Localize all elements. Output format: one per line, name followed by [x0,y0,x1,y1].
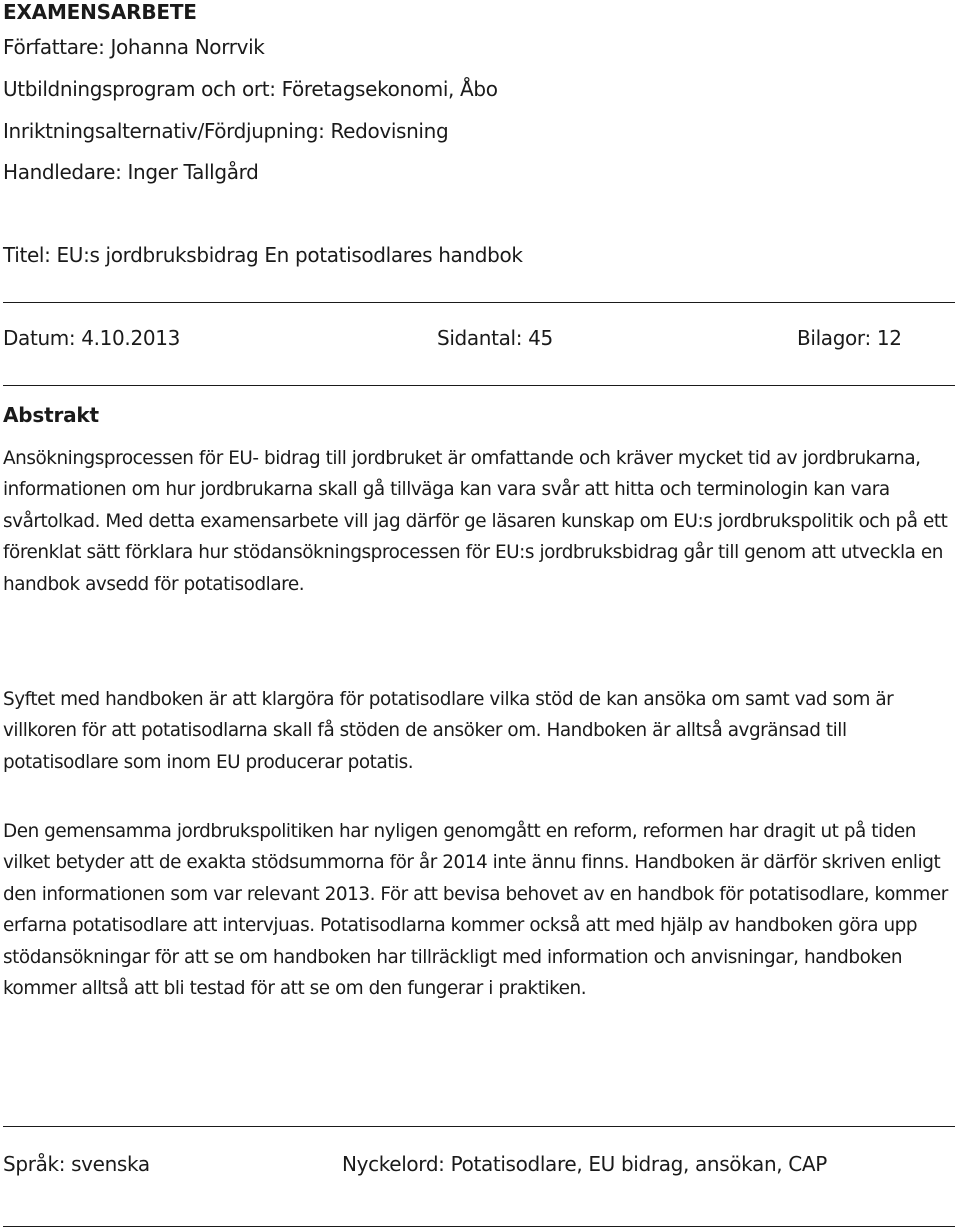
supervisor-line: Handledare: Inger Tallgård [3,160,259,184]
divider-before-footer [3,1126,955,1127]
specialization-line: Inriktningsalternativ/Fördjupning: Redovisning [3,119,449,143]
document-type-heading: EXAMENSARBETE [3,0,197,24]
thesis-title-line: Titel: EU:s jordbruksbidrag En potatisodlares handbok [3,243,523,267]
divider-after-title [3,302,955,303]
abstract-paragraph-2: Syftet med handboken är att klargöra för potatisodlare vilka stöd de kan ansöka om samt vad som är villkoren för att potatisodlarna skall få stöden de ansöker om. Handboken är alltså avgränsad till potatisodlare som inom EU producerar potatis. [3,689,894,773]
appendices-field: Bilagor: 12 [797,326,902,350]
abstract-heading: Abstrakt [3,403,99,427]
program-line: Utbildningsprogram och ort: Företagsekonomi, Åbo [3,77,498,101]
page-count-field: Sidantal: 45 [437,326,553,350]
abstract-paragraph-1: Ansökningsprocessen för EU- bidrag till jordbruket är omfattande och kräver mycket tid av jordbrukarna, informationen om hur jordbrukarna skall gå tillväga kan vara svår att hitta och terminologin kan vara svårtolkad. Med detta examensarbete vill jag därför ge läsaren kunskap om EU:s jordbrukspolitik och på ett förenklat sätt förklara hur stödansökningsprocessen för EU:s jordbruksbidrag går till genom att utveckla en handbok avsedd för potatisodlare. [3,448,948,595]
date-field: Datum: 4.10.2013 [3,326,180,350]
keywords-field: Nyckelord: Potatisodlare, EU bidrag, ansökan, CAP [342,1152,827,1176]
divider-after-meta [3,385,955,386]
language-field: Språk: svenska [3,1152,150,1176]
abstract-paragraph-3: Den gemensamma jordbrukspolitiken har nyligen genomgått en reform, reformen har dragit ut på tiden vilket betyder att de exakta stödsummorna för år 2014 inte ännu finns. Handboken är därför skriven enligt den informationen som var relevant 2013. För att bevisa behovet av en handbok för potatisodlare, kommer erfarna potatisodlare att intervjuas. Potatisodlarna kommer också att med hjälp av handboken göra upp stödansökningar för att se om handboken har tillräckligt med information och anvisningar, handboken kommer alltså att bli testad för att se om den fungerar i praktiken. [3,821,948,1000]
author-line: Författare: Johanna Norrvik [3,35,265,59]
divider-bottom [3,1226,955,1227]
